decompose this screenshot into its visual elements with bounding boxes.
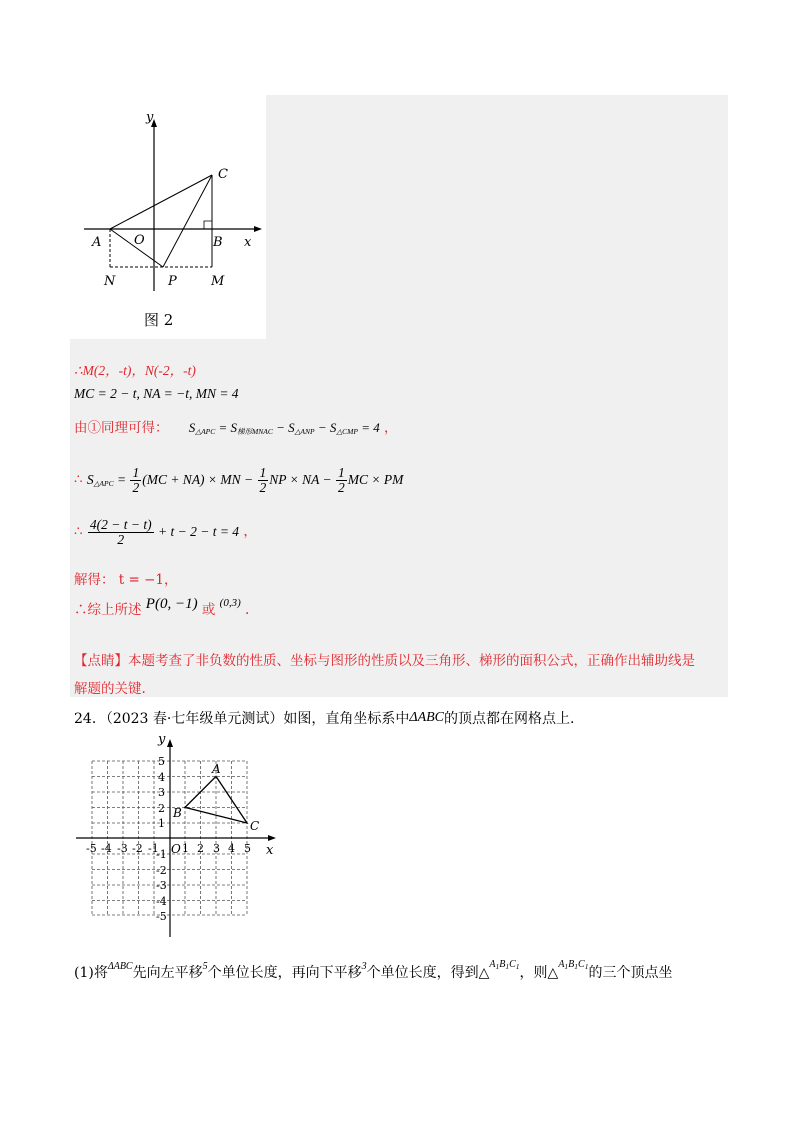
y-tick-labels — [156, 755, 167, 923]
x-tick: 3 — [213, 842, 220, 855]
q24-triangle: ΔABC — [409, 710, 445, 725]
part1-triangle: ΔABC — [107, 961, 133, 972]
comment-tag: 【点睛】 — [74, 653, 128, 669]
line5-prefix: ∴ — [74, 523, 83, 540]
y-tick: 1 — [158, 817, 165, 830]
fig2-label-P: P — [168, 274, 177, 289]
solution-line-6: 解得： t = −1， — [74, 572, 178, 588]
solution-line-2: MC = 2 − t, NA = −t, MN = 4 — [74, 386, 239, 401]
line4-prefix: ∴ — [74, 471, 83, 488]
line3-suffix: ， — [384, 420, 398, 436]
y-tick: 2 — [158, 802, 165, 815]
y-tick: 3 — [158, 786, 165, 799]
x-tick-labels — [86, 842, 251, 855]
line7-point: P(0, −1) — [145, 596, 198, 612]
fig2-label-C: C — [218, 167, 228, 182]
fig2-label-A: A — [92, 235, 102, 250]
q24-source: （2023 春·七年级单元测试） — [105, 711, 284, 727]
line7-or: 或 — [201, 602, 216, 618]
part1-a1b1c1: A1B1C1 — [489, 959, 520, 971]
fig2-label-N: N — [104, 274, 116, 289]
part1-t3: 个单位长度，得到△ — [366, 965, 490, 981]
y-tick: 5 — [158, 755, 165, 768]
grid-label-x: x — [266, 843, 274, 858]
part1-n1: 5 — [202, 961, 208, 972]
x-tick: -4 — [101, 842, 112, 855]
y-tick: -3 — [156, 879, 167, 892]
x-tick: -5 — [86, 842, 97, 855]
coordinate-grid-figure — [70, 727, 290, 942]
part1-label: (1)将 — [74, 965, 108, 981]
comment-line1: 本题考查了非负数的性质、坐标与图形的性质以及三角形、梯形的面积公式，正确作出辅助线是 — [128, 653, 695, 669]
solution-line-7 — [74, 598, 249, 619]
fig2-label-O: O — [134, 233, 145, 248]
line5-suffix: ， — [243, 523, 257, 540]
y-tick: -5 — [156, 910, 167, 923]
grid-label-C: C — [250, 819, 260, 833]
part1-t2: 个单位长度，再向下平移 — [207, 965, 362, 981]
grid-label-O: O — [171, 842, 181, 856]
part1-t5: 的三个顶点坐 — [588, 965, 673, 981]
y-tick: -2 — [156, 864, 167, 877]
line5-formula: $\frac{4(2 - t - t)}{2}$ + t − 2 − t = 4 — [89, 517, 240, 547]
part-1 — [74, 959, 673, 982]
x-tick: 4 — [228, 842, 235, 855]
grid-label-y: y — [158, 732, 166, 747]
x-tick: 5 — [244, 842, 251, 855]
x-tick: -2 — [132, 842, 143, 855]
solution-comment-2: 解题的关键. — [74, 681, 146, 697]
line3-prefix: 由①同理可得： — [74, 420, 169, 436]
part1-t1: 先向左平移 — [132, 965, 203, 981]
solution-line-5 — [74, 518, 257, 547]
line7-suffix: . — [245, 602, 250, 618]
solution-line-1: ∴M(2，-t)，N(-2，-t) — [74, 363, 196, 378]
x-tick: -3 — [117, 842, 128, 855]
part1-t4: ，则△ — [519, 965, 559, 981]
line7-prefix: ∴综上所述 — [74, 602, 142, 618]
part1-a1b1c1-2: A1B1C1 — [558, 959, 589, 971]
figure-2 — [70, 95, 266, 339]
part1-n2: 3 — [361, 961, 367, 972]
fig2-label-x: x — [244, 235, 252, 250]
q24-number: 24． — [74, 711, 106, 727]
line7-point2: (0,3) — [219, 597, 241, 609]
x-tick: -1 — [148, 842, 159, 855]
y-tick: -1 — [156, 848, 167, 861]
line4-formula: $S_{\triangle APC}$ = $\frac{1}{2}$ (MC + NA) × MN − $\frac{1}{2}$ NP × NA − $\frac{1}{2}$ MC × PM — [86, 465, 404, 495]
x-tick: 1 — [182, 842, 189, 855]
solution-line-3 — [74, 416, 398, 437]
q24-text-a: 如图，直角坐标系中 — [283, 711, 410, 727]
grid-label-A: A — [212, 762, 221, 776]
fig2-label-y: y — [146, 110, 154, 125]
y-tick: 4 — [158, 771, 165, 784]
question-24 — [74, 708, 574, 728]
x-tick: 2 — [197, 842, 204, 855]
solution-comment-1 — [74, 649, 695, 669]
y-tick: -4 — [156, 895, 167, 908]
q24-text-b: 的顶点都在网格点上. — [444, 711, 575, 727]
line3-formula: $S_{\triangle APC} = S_{梯形MNAC} - S_{\triangle ANP} - S_{\triangle CMP} = 4$ — [188, 420, 380, 436]
fig2-caption: 图 2 — [144, 311, 174, 329]
grid-label-B: B — [173, 806, 182, 820]
fig2-label-B: B — [213, 235, 223, 250]
solution-line-4 — [74, 466, 403, 495]
fig2-label-M: M — [211, 274, 225, 289]
